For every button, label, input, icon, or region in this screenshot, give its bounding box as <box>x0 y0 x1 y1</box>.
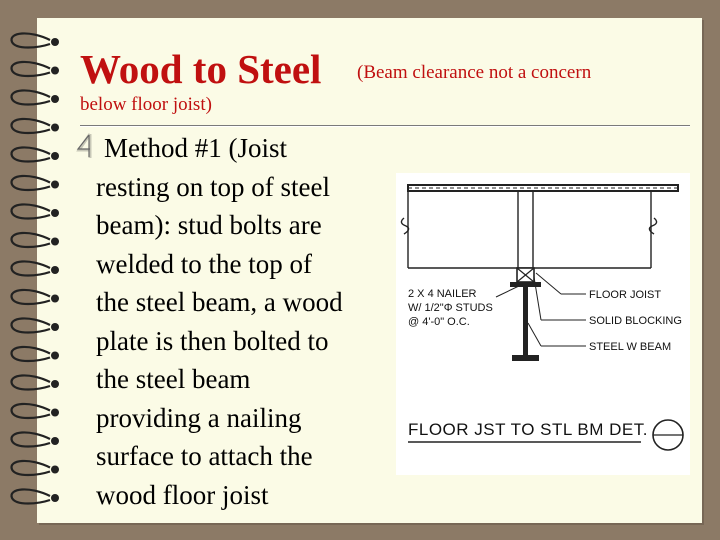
spiral-ring-icon <box>12 62 50 76</box>
spiral-binding-icon <box>0 0 60 540</box>
beam-web <box>523 287 528 357</box>
steel-beam-label: STEEL W BEAM <box>589 341 672 353</box>
title-parenthetical-line2: below floor joist) <box>80 94 212 115</box>
floor-joist-label: FLOOR JOIST <box>589 289 662 301</box>
spiral-ring-icon <box>12 318 50 332</box>
bullet-4-icon <box>76 133 98 159</box>
title-parenthetical: (Beam clearance not a concern <box>357 62 592 83</box>
detail-caption: FLOOR JST TO STL BM DET. <box>408 420 648 439</box>
bullet-line: welded to the top of <box>96 248 312 279</box>
binding-hole-icon <box>51 352 59 360</box>
binding-hole-icon <box>51 409 59 417</box>
binding-hole-icon <box>51 152 59 160</box>
spiral-ring-icon <box>12 119 50 133</box>
title-divider <box>80 125 690 127</box>
bullet-line: plate is then bolted to <box>96 325 329 356</box>
binding-hole-icon <box>51 380 59 388</box>
construction-detail-diagram <box>396 173 690 475</box>
spiral-ring-icon <box>12 33 50 47</box>
binding-hole-icon <box>51 38 59 46</box>
bullet-line: the steel beam <box>96 364 251 394</box>
spiral-ring-icon <box>12 347 50 361</box>
bullet-line: resting on top of steel <box>96 171 330 202</box>
bullet-line: Method #1 (Joist <box>104 133 288 163</box>
spiral-ring-icon <box>12 147 50 161</box>
title-main: Wood to Steel <box>80 46 322 92</box>
bullet-line: beam): stud bolts are <box>96 210 322 240</box>
nailer-label: @ 4'-0" O.C. <box>408 316 470 328</box>
spiral-ring-icon <box>12 261 50 275</box>
binding-hole-icon <box>51 181 59 189</box>
solid-blocking-label: SOLID BLOCKING <box>589 315 682 327</box>
spiral-ring-icon <box>12 290 50 304</box>
binding-hole-icon <box>51 295 59 303</box>
spiral-ring-icon <box>12 204 50 218</box>
binding-hole-icon <box>51 266 59 274</box>
spiral-ring-icon <box>12 176 50 190</box>
nailer-label: W/ 1/2"Φ STUDS <box>408 302 493 314</box>
beam-top-flange <box>510 282 541 287</box>
binding-hole-icon <box>51 466 59 474</box>
binding-hole-icon <box>51 323 59 331</box>
bullet-text <box>96 129 396 514</box>
spiral-ring-icon <box>12 375 50 389</box>
binding-hole-icon <box>51 95 59 103</box>
binding-hole-icon <box>51 209 59 217</box>
binding-hole-icon <box>51 67 59 75</box>
binding-hole-icon <box>51 238 59 246</box>
bullet-line: the steel beam, a wood <box>96 287 343 317</box>
bullet-line: wood floor joist <box>96 479 269 510</box>
bullet-line: providing a nailing <box>96 402 302 433</box>
spiral-ring-icon <box>12 432 50 446</box>
spiral-ring-icon <box>12 404 50 418</box>
spiral-ring-icon <box>12 461 50 475</box>
nailer-label: 2 X 4 NAILER <box>408 288 477 300</box>
binding-hole-icon <box>51 124 59 132</box>
spiral-ring-icon <box>12 233 50 247</box>
spiral-ring-icon <box>12 90 50 104</box>
spiral-ring-icon <box>12 489 50 503</box>
bullet-line: surface to attach the <box>96 441 313 471</box>
binding-hole-icon <box>51 494 59 502</box>
beam-bottom-flange <box>512 355 539 361</box>
binding-hole-icon <box>51 437 59 445</box>
